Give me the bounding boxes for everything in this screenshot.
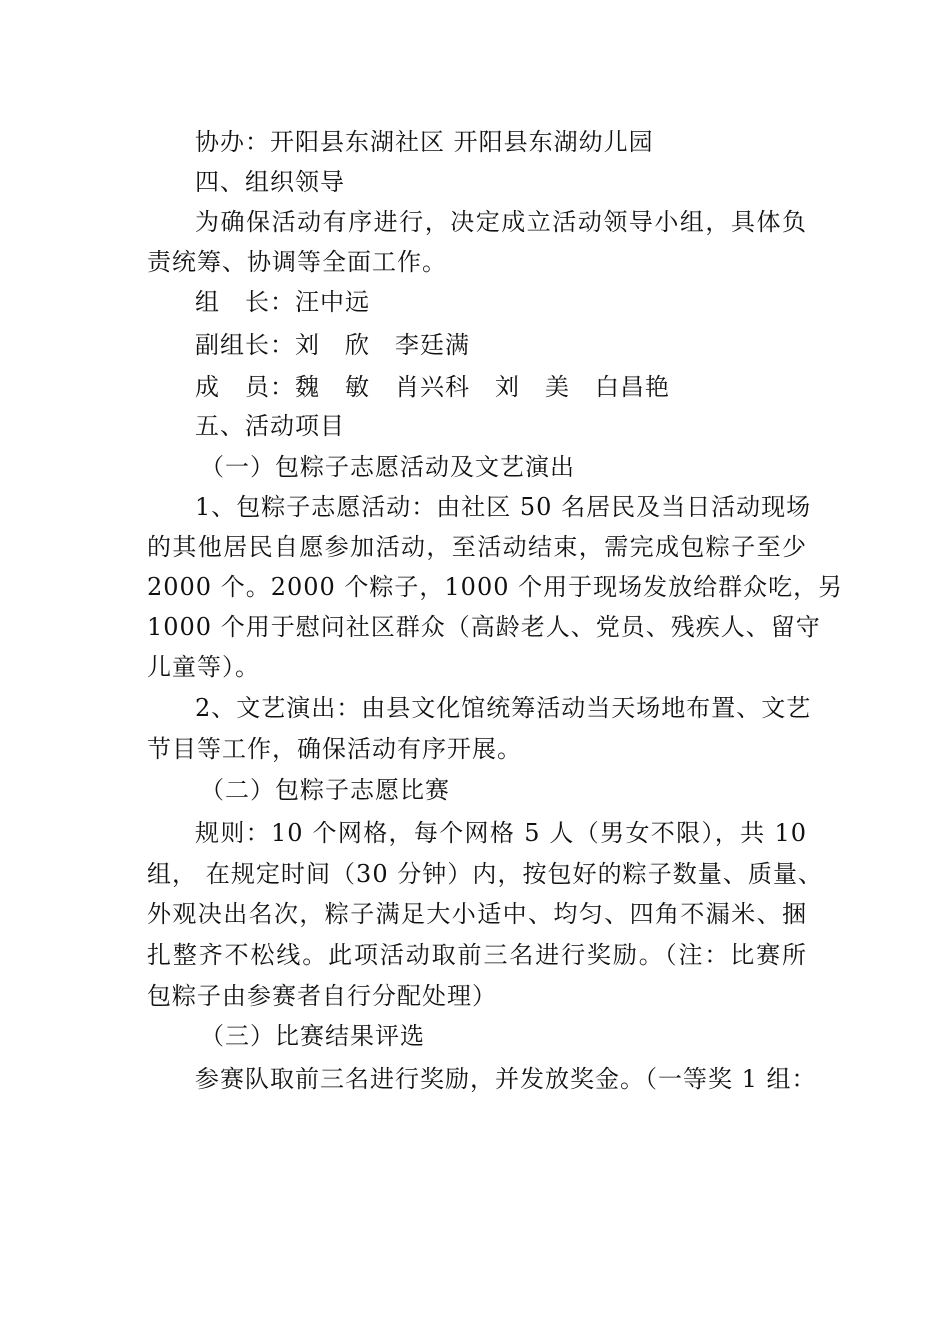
paragraph-line: 扎整齐不松线。此项活动取前三名进行奖励。（注：比赛所 [147, 941, 807, 969]
paragraph-line: 参赛队取前三名进行奖励，并发放奖金。（一等奖 1 组： [195, 1065, 817, 1093]
section-heading-organization: 四、组织领导 [195, 168, 345, 196]
paragraph-line: 1、包粽子志愿活动：由社区 50 名居民及当日活动现场 [195, 493, 812, 521]
subsection-heading-2: （二）包粽子志愿比赛 [200, 776, 450, 804]
paragraph-line: 节目等工作，确保活动有序开展。 [147, 735, 522, 763]
paragraph-line: 儿童等）。 [147, 653, 260, 681]
paragraph-line: 规则：10 个网格，每个网格 5 人（男女不限），共 10 [195, 819, 807, 847]
paragraph-line: 2、文艺演出：由县文化馆统筹活动当天场地布置、文艺 [195, 694, 812, 722]
paragraph-line: 2000 个。2000 个粽子，1000 个用于现场发放给群众吃，另 [147, 573, 844, 601]
paragraph-line: 1000 个用于慰问社区群众（高龄老人、党员、残疾人、留守 [147, 613, 821, 641]
subsection-heading-3: （三）比赛结果评选 [200, 1022, 425, 1050]
deputy-leader-line: 副组长：刘 欣 李廷满 [195, 331, 470, 359]
co-organizer-line: 协办：开阳县东湖社区 开阳县东湖幼儿园 [195, 128, 654, 156]
members-line: 成 员：魏 敏 肖兴科 刘 美 白昌艳 [195, 373, 670, 401]
paragraph-line: 外观决出名次，粽子满足大小适中、均匀、四角不漏米、捆 [147, 900, 807, 928]
paragraph-line: 责统筹、协调等全面工作。 [147, 248, 447, 276]
section-heading-activities: 五、活动项目 [195, 412, 345, 440]
paragraph-line: 的其他居民自愿参加活动，至活动结束，需完成包粽子至少 [147, 533, 807, 561]
paragraph-line: 组， 在规定时间（30 分钟）内，按包好的粽子数量、质量、 [147, 860, 823, 888]
paragraph-line: 包粽子由参赛者自行分配处理） [147, 982, 497, 1010]
subsection-heading-1: （一）包粽子志愿活动及文艺演出 [200, 453, 575, 481]
paragraph-line: 为确保活动有序进行，决定成立活动领导小组，具体负 [195, 208, 807, 236]
leader-line: 组 长：汪中远 [195, 288, 370, 316]
